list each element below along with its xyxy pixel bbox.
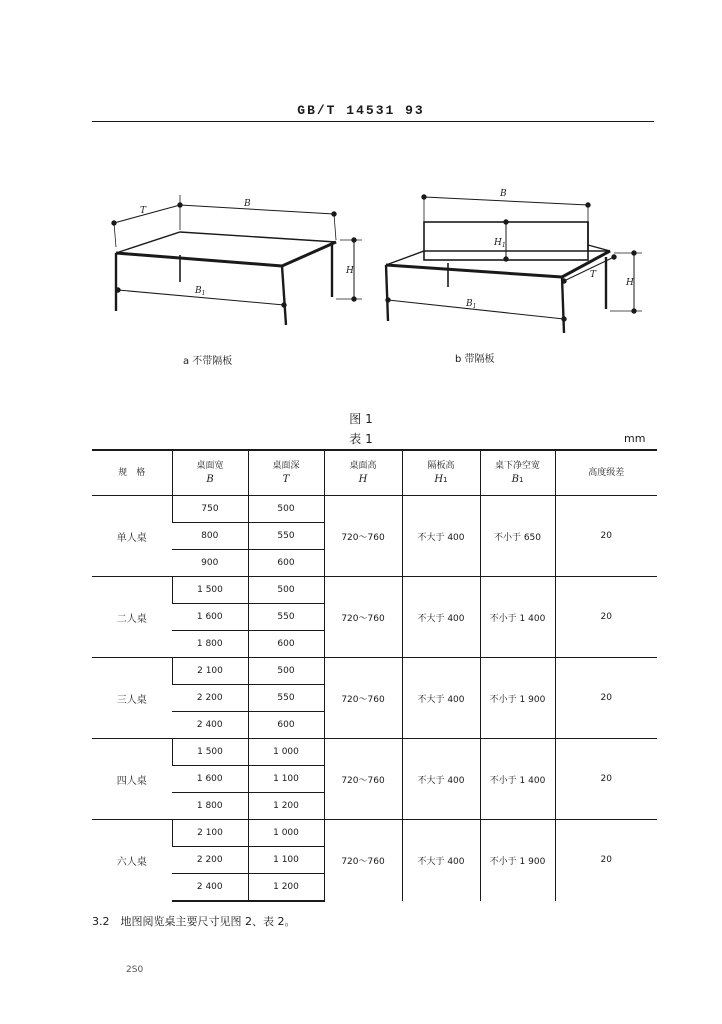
figure-b-h-dot-top [632,251,636,255]
cell-grade: 20 [555,496,657,577]
cell-width: 2 200 [172,685,248,712]
cell-depth: 1 000 [248,820,324,847]
figure-b-b1-dot-right [562,317,566,321]
header-spec: 规 格 [92,450,172,496]
figure-a-leg-front-right [282,266,286,325]
figure-a-ext-right [334,214,336,240]
table-unit: mm [624,432,646,445]
cell-depth: 550 [248,685,324,712]
cell-width: 1 800 [172,793,248,820]
figure-b-label-b1 [465,299,476,310]
cell-grade: 20 [555,658,657,739]
cell-partition: 不大于 400 [402,577,480,658]
figure-a-label-b1-main: B [195,286,202,296]
figure-b-label-h1-main: H [494,238,502,248]
cell-width: 1 800 [172,631,248,658]
table-row [92,658,657,685]
header-clearance-sub: 1 [518,476,524,484]
page-number: 2S0 [126,965,144,975]
figure-b-label-h1 [493,238,506,249]
cell-depth: 600 [248,631,324,658]
group-name: 二人桌 [92,577,172,658]
figure-a-t-dot-left [112,221,116,225]
figure-b-b-dot-left [422,195,426,199]
cell-width: 2 400 [172,874,248,901]
table-row [92,739,657,766]
figure-a-side-edge [282,242,336,266]
figure-b-leg-front-right [562,277,564,333]
section-note: 3.2 地图阅览桌主要尺寸见图 2、表 2。 [92,915,296,928]
table-row [92,820,657,847]
figure-b-label-t: T [590,270,597,280]
cell-depth: 500 [248,577,324,604]
figure-a-h-dot-bottom [352,297,356,301]
group-name: 四人桌 [92,739,172,820]
header-depth [248,450,324,496]
cell-width: 2 100 [172,658,248,685]
header-width [172,450,248,496]
header-partition [402,450,480,496]
figure-b-back-right [588,245,610,251]
figure-title: 图 1 [349,412,373,426]
figure-a-t-ext [114,223,116,247]
header-depth-symbol: T [282,474,290,485]
figure-b-t-dot-left [562,279,566,283]
cell-partition: 不大于 400 [402,658,480,739]
figure-b-b-dot-right [586,203,590,207]
cell-depth: 550 [248,523,324,550]
cell-grade: 20 [555,820,657,901]
cell-width: 1 500 [172,577,248,604]
figure-b-leg-front-left [386,265,388,321]
figure-b-h-dot-bottom [632,309,636,313]
figure-b-h1-dot-bottom [504,257,508,261]
figure-b-front-edge [386,265,562,277]
cell-width: 800 [172,523,248,550]
table-title: 表 1 [349,432,373,446]
cell-width: 2 400 [172,712,248,739]
figure-a-b1-dot-right [282,303,286,307]
cell-depth: 500 [248,496,324,523]
cell-width: 1 600 [172,766,248,793]
figure-b-label-b1-main: B [466,299,473,309]
cell-depth: 1 200 [248,874,324,901]
figure-b-side-edge [562,251,610,277]
header-partition-sub: 1 [443,476,448,484]
figure-a-caption: a 不带隔板 [183,356,233,367]
figure-b-b1-dot-left [386,298,390,302]
header-height-label: 桌面高 [349,461,377,471]
figure-b-label-h1-sub: 1 [501,242,506,249]
header-rule [92,121,654,122]
figure-b-caption: b 带隔板 [455,354,495,365]
spec-table [92,449,657,902]
cell-depth: 1 000 [248,739,324,766]
figure-a-label-h: H [346,266,354,276]
cell-width: 1 500 [172,739,248,766]
cell-depth: 500 [248,658,324,685]
cell-clearance: 不小于 1 400 [480,577,555,658]
cell-grade: 20 [555,577,657,658]
figure-b-label-h: H [626,278,634,288]
table-row [92,496,657,523]
figure-b-svg [378,185,658,335]
figure-b-table-lines [386,195,642,333]
cell-height: 720～760 [324,739,402,820]
figure-a-front-edge [116,253,282,266]
figure-b-t-dot-right [612,255,616,259]
cell-partition: 不大于 400 [402,820,480,901]
cell-clearance: 不小于 1 400 [480,739,555,820]
cell-depth: 550 [248,604,324,631]
group-name: 三人桌 [92,658,172,739]
cell-height: 720～760 [324,577,402,658]
cell-depth: 1 200 [248,793,324,820]
cell-width: 1 600 [172,604,248,631]
figure-b-label-b: B [500,189,507,199]
cell-height: 720～760 [324,658,402,739]
cell-width: 2 200 [172,847,248,874]
figure-a-label-b: B [244,199,251,209]
cell-height: 720～760 [324,820,402,901]
header-width-label: 桌面宽 [196,461,224,471]
table-header-row [92,450,657,496]
cell-grade: 20 [555,739,657,820]
figure-a-b-dim [180,205,334,214]
figure-b-label-b1-sub: 1 [472,303,477,310]
header-width-symbol: B [206,474,214,485]
figure-b-drawing [378,185,658,339]
cell-width: 900 [172,550,248,577]
cell-depth: 1 100 [248,766,324,793]
cell-partition: 不大于 400 [402,739,480,820]
header-clearance-symbol: B [511,474,519,485]
figure-a-drawing [100,185,380,339]
header-clearance [480,450,555,496]
table-row [92,577,657,604]
document-header: GB/T 14531 93 [297,103,425,118]
header-clearance-label: 桌下净空宽 [494,461,540,471]
header-height-symbol: H [358,474,368,485]
figure-a-table-lines [112,195,362,325]
header-depth-label: 桌面深 [272,461,300,471]
group-name: 六人桌 [92,820,172,901]
cell-depth: 600 [248,712,324,739]
figure-a-label-b1-sub: 1 [201,290,206,297]
cell-partition: 不大于 400 [402,496,480,577]
cell-width: 750 [172,496,248,523]
figure-a-t-dim [114,205,180,223]
cell-width: 2 100 [172,820,248,847]
figure-b-h1-dot-top [504,220,508,224]
figure-a-label-b1 [194,286,205,297]
header-partition-label: 隔板高 [427,461,455,471]
header-partition-symbol: H [434,474,444,485]
header-height [324,450,402,496]
cell-clearance: 不小于 650 [480,496,555,577]
cell-clearance: 不小于 1 900 [480,820,555,901]
header-grade: 高度级差 [555,450,657,496]
figure-a-b1-dot-left [116,288,120,292]
figure-a-h-dot-top [352,238,356,242]
cell-depth: 600 [248,550,324,577]
cell-height: 720～760 [324,496,402,577]
group-name: 单人桌 [92,496,172,577]
cell-depth: 1 100 [248,847,324,874]
cell-clearance: 不小于 1 900 [480,658,555,739]
figure-a-label-t: T [140,206,147,216]
figure-a-svg [100,185,380,335]
